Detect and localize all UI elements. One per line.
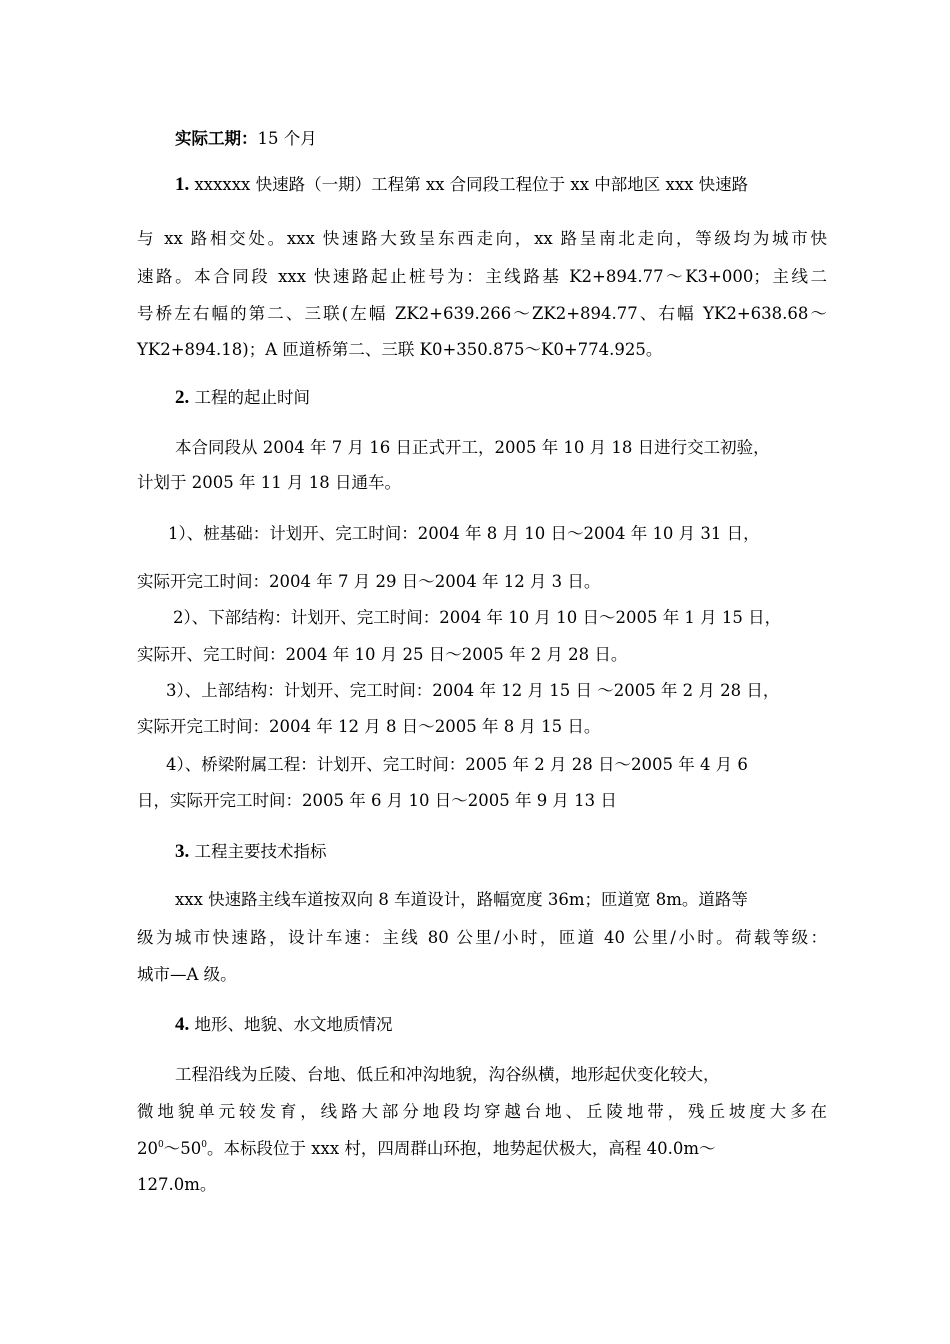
duration-label: 实际工期：	[175, 129, 258, 148]
section-4-para: 工程沿线为丘陵、台地、低丘和冲沟地貌，沟谷纵横，地形起伏变化较大，	[175, 1065, 720, 1084]
slope-from: 20	[137, 1139, 158, 1158]
duration-line	[175, 124, 865, 154]
section-1-line: YK2+894.18)；A 匝道桥第二、三联 K0+350.875～K0+774.925。	[137, 340, 663, 359]
section-1-text: xxxxxx 快速路（一期）工程第 xx 合同段工程位于 xx 中部地区 xxx 快速路	[194, 175, 749, 194]
section-4-number: 4.	[175, 1014, 190, 1035]
schedule-item-3-actual: 实际开完工时间：2004 年 12 月 8 日～2005 年 8 月 15 日。	[137, 717, 601, 736]
schedule-item-1: 1）、桩基础：计划开、完工时间：2004 年 8 月 10 日～2004 年 10 月 31 日，	[168, 524, 760, 543]
slope-rest: 。本标段位于 xxx 村，四周群山环抱，地势起伏极大，高程 40.0m～	[206, 1139, 716, 1158]
duration-value: 15 个月	[257, 129, 317, 148]
section-4-para: 127.0m。	[137, 1175, 217, 1194]
section-2-number: 2.	[175, 387, 190, 408]
section-1-line: 与 xx 路相交处。xxx 快速路大致呈东西走向，xx 路呈南北走向，等级均为城市快	[137, 229, 827, 248]
section-3-title: 工程主要技术指标	[194, 842, 327, 861]
section-4-heading	[175, 1010, 865, 1040]
section-2-heading	[175, 383, 865, 413]
section-4-slope-line	[137, 1134, 827, 1164]
schedule-item-2: 2）、下部结构：计划开、完工时间：2004 年 10 月 10 日～2005 年 1 月 15 日，	[173, 608, 782, 627]
schedule-item-1-actual: 实际开完工时间：2004 年 7 月 29 日～2004 年 12 月 3 日。	[137, 572, 601, 591]
section-2-para: 本合同段从 2004 年 7 月 16 日正式开工，2005 年 10 月 18 日进行交工初验，	[175, 438, 770, 457]
schedule-item-2-actual: 实际开、完工时间：2004 年 10 月 25 日～2005 年 2 月 28 日。	[137, 645, 628, 664]
section-1-line: 号桥左右幅的第二、三联(左幅 ZK2+639.266～ZK2+894.77、右幅 YK2+638.68～	[137, 304, 827, 323]
schedule-item-4-actual: 日，实际开完工时间：2005 年 6 月 10 日～2005 年 9 月 13 日	[137, 791, 617, 810]
section-3-number: 3.	[175, 841, 190, 862]
section-3-para: xxx 快速路主线车道按双向 8 车道设计，路幅宽度 36m；匝道宽 8m。道路等	[175, 890, 748, 909]
degree-mark: 0	[201, 1140, 207, 1150]
section-1-line: 速路。本合同段 xxx 快速路起止桩号为：主线路基 K2+894.77～K3+000；主线二	[137, 267, 827, 286]
section-3-para: 级为城市快速路，设计车速：主线 80 公里/小时，匝道 40 公里/小时。荷载等级：	[137, 928, 827, 947]
slope-tilde: ～	[163, 1139, 181, 1158]
section-1-number: 1.	[175, 174, 190, 195]
section-3-heading	[175, 837, 865, 867]
schedule-item-4: 4）、桥梁附属工程：计划开、完工时间：2005 年 2 月 28 日～2005 年 4 月 6	[166, 755, 748, 774]
section-1-first-line	[175, 170, 865, 200]
slope-to: 50	[180, 1139, 202, 1158]
schedule-item-3: 3）、上部结构：计划开、完工时间：2004 年 12 月 15 日 ～2005 年 2 月 28 日，	[166, 681, 780, 700]
section-3-para: 城市—A 级。	[137, 965, 237, 984]
degree-mark: 0	[158, 1140, 164, 1150]
section-2-title: 工程的起止时间	[194, 388, 310, 407]
section-4-para: 微地貌单元较发育，线路大部分地段均穿越台地、丘陵地带，残丘坡度大多在	[137, 1102, 827, 1121]
section-2-para: 计划于 2005 年 11 月 18 日通车。	[137, 473, 401, 492]
section-4-title: 地形、地貌、水文地质情况	[194, 1015, 393, 1034]
